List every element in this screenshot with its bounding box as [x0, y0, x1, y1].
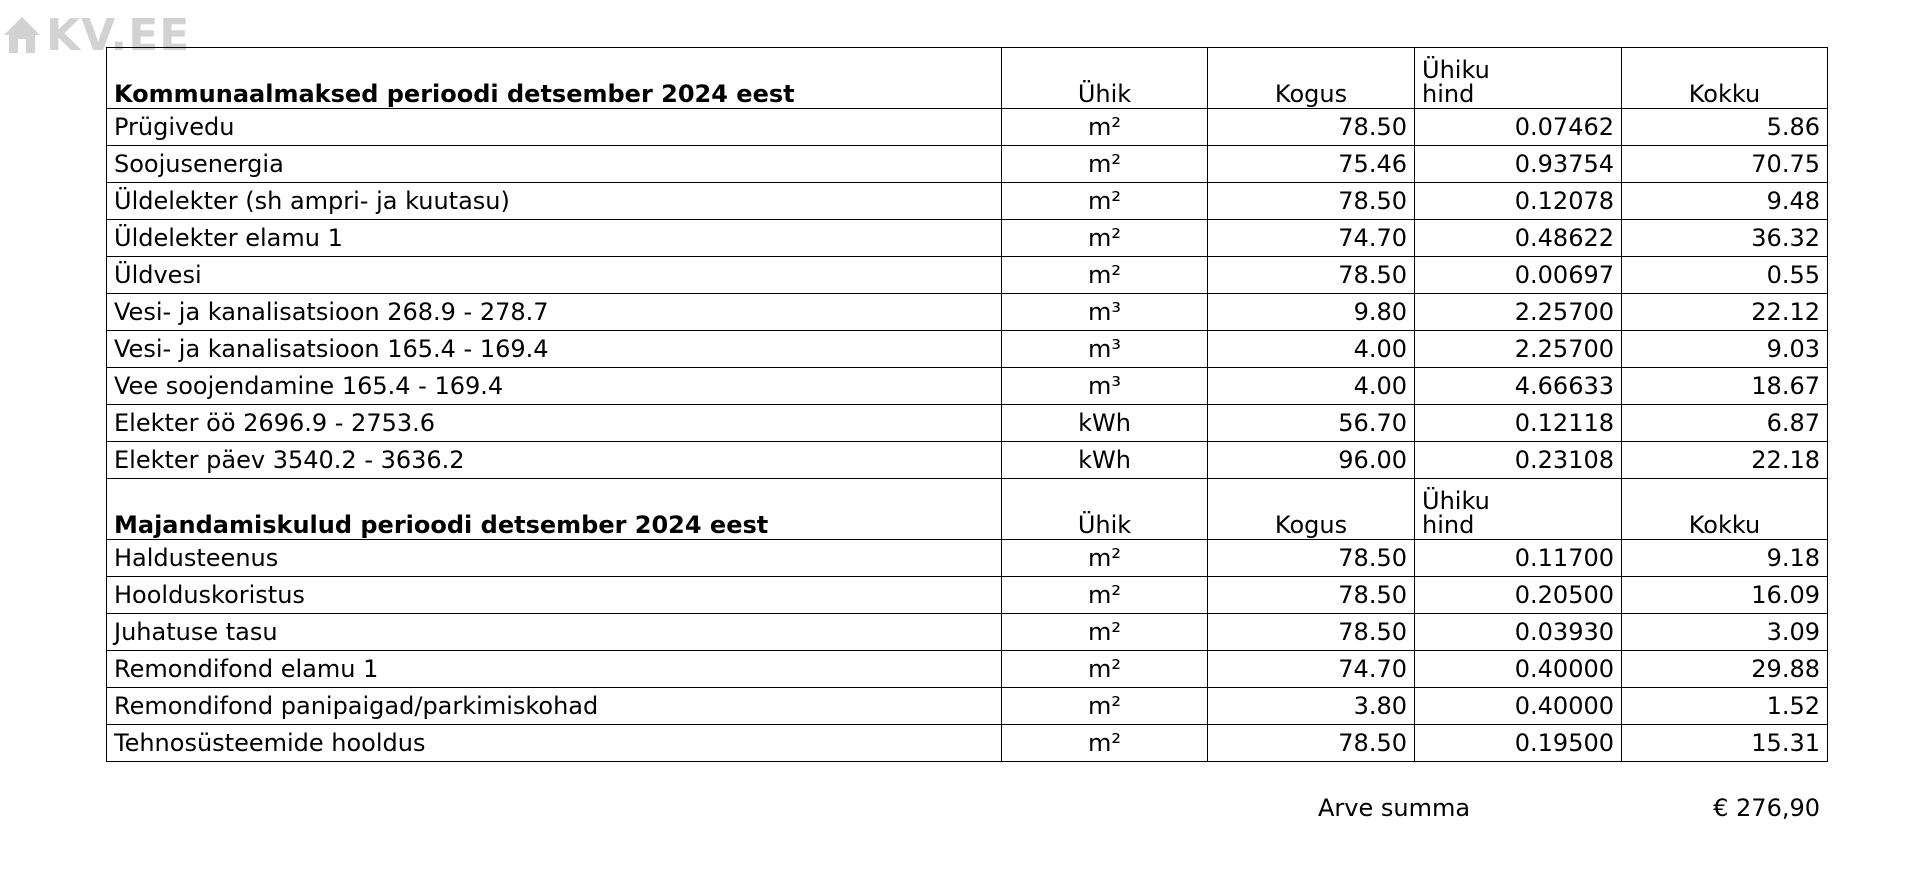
- item-total: 9.03: [1622, 331, 1828, 368]
- item-name: Haldusteenus: [107, 540, 1002, 577]
- item-quantity: 4.00: [1208, 331, 1415, 368]
- item-quantity: 78.50: [1208, 540, 1415, 577]
- item-quantity: 3.80: [1208, 688, 1415, 725]
- invoice-sum-value: € 276,90: [1713, 794, 1820, 822]
- item-unit: m²: [1002, 688, 1208, 725]
- item-total: 29.88: [1622, 651, 1828, 688]
- item-total: 18.67: [1622, 368, 1828, 405]
- item-quantity: 56.70: [1208, 405, 1415, 442]
- table-row: [107, 146, 1828, 183]
- item-quantity: 9.80: [1208, 294, 1415, 331]
- table-row: [107, 614, 1828, 651]
- item-total: 15.31: [1622, 725, 1828, 762]
- item-unit: m³: [1002, 294, 1208, 331]
- item-unit: kWh: [1002, 405, 1208, 442]
- table-row: [107, 442, 1828, 479]
- column-header-unit-price: [1415, 479, 1622, 540]
- section-header-row: [107, 479, 1828, 540]
- item-total: 36.32: [1622, 220, 1828, 257]
- item-unit: kWh: [1002, 442, 1208, 479]
- table-row: [107, 405, 1828, 442]
- item-unit-price: 0.03930: [1415, 614, 1622, 651]
- item-quantity: 78.50: [1208, 725, 1415, 762]
- item-quantity: 75.46: [1208, 146, 1415, 183]
- item-total: 1.52: [1622, 688, 1828, 725]
- item-unit: m²: [1002, 220, 1208, 257]
- item-name: Hoolduskoristus: [107, 577, 1002, 614]
- section-title: Kommunaalmaksed perioodi detsember 2024 eest: [107, 48, 1002, 109]
- item-name: Üldvesi: [107, 257, 1002, 294]
- table-row: [107, 183, 1828, 220]
- item-unit-price: 0.40000: [1415, 688, 1622, 725]
- column-header-total: Kokku: [1622, 48, 1828, 109]
- table-row: [107, 577, 1828, 614]
- item-unit-price: 0.19500: [1415, 725, 1622, 762]
- item-unit-price: 0.48622: [1415, 220, 1622, 257]
- unit-price-header-line2: hind: [1422, 80, 1475, 108]
- item-quantity: 78.50: [1208, 183, 1415, 220]
- item-name: Soojusenergia: [107, 146, 1002, 183]
- item-quantity: 78.50: [1208, 577, 1415, 614]
- item-unit-price: 0.20500: [1415, 577, 1622, 614]
- house-icon: [2, 15, 42, 55]
- item-total: 22.18: [1622, 442, 1828, 479]
- item-total: 70.75: [1622, 146, 1828, 183]
- unit-price-header-line1: Ühiku: [1422, 487, 1490, 515]
- item-quantity: 74.70: [1208, 220, 1415, 257]
- item-unit: m²: [1002, 540, 1208, 577]
- item-name: Elekter päev 3540.2 - 3636.2: [107, 442, 1002, 479]
- item-name: Üldelekter (sh ampri- ja kuutasu): [107, 183, 1002, 220]
- item-name: Remondifond panipaigad/parkimiskohad: [107, 688, 1002, 725]
- column-header-quantity: Kogus: [1208, 479, 1415, 540]
- item-name: Üldelekter elamu 1: [107, 220, 1002, 257]
- column-header-total: Kokku: [1622, 479, 1828, 540]
- item-unit-price: 2.25700: [1415, 331, 1622, 368]
- item-quantity: 4.00: [1208, 368, 1415, 405]
- unit-price-header-line2: hind: [1422, 511, 1475, 539]
- column-header-unit: Ühik: [1002, 479, 1208, 540]
- watermark-text: KV.EE: [46, 9, 191, 61]
- invoice-table: [106, 47, 1828, 762]
- invoice-table-body: [107, 48, 1828, 762]
- table-row: [107, 109, 1828, 146]
- table-row: [107, 725, 1828, 762]
- section-header-row: [107, 48, 1828, 109]
- table-row: [107, 368, 1828, 405]
- item-unit: m²: [1002, 725, 1208, 762]
- item-name: Vesi- ja kanalisatsioon 165.4 - 169.4: [107, 331, 1002, 368]
- table-row: [107, 257, 1828, 294]
- item-name: Remondifond elamu 1: [107, 651, 1002, 688]
- table-row: [107, 294, 1828, 331]
- item-total: 5.86: [1622, 109, 1828, 146]
- item-unit-price: 0.23108: [1415, 442, 1622, 479]
- table-row: [107, 688, 1828, 725]
- item-quantity: 74.70: [1208, 651, 1415, 688]
- item-total: 22.12: [1622, 294, 1828, 331]
- item-unit-price: 0.07462: [1415, 109, 1622, 146]
- item-quantity: 96.00: [1208, 442, 1415, 479]
- item-unit-price: 0.11700: [1415, 540, 1622, 577]
- invoice-sum-label: Arve summa: [1318, 794, 1471, 822]
- item-unit-price: 0.00697: [1415, 257, 1622, 294]
- item-unit-price: 0.12078: [1415, 183, 1622, 220]
- item-quantity: 78.50: [1208, 109, 1415, 146]
- item-unit: m³: [1002, 368, 1208, 405]
- item-unit-price: 0.12118: [1415, 405, 1622, 442]
- item-unit: m²: [1002, 183, 1208, 220]
- scan-artifact: [826, 768, 1106, 776]
- item-total: 9.18: [1622, 540, 1828, 577]
- item-unit-price: 0.40000: [1415, 651, 1622, 688]
- section-title: Majandamiskulud perioodi detsember 2024 eest: [107, 479, 1002, 540]
- column-header-unit-price: [1415, 48, 1622, 109]
- column-header-quantity: Kogus: [1208, 48, 1415, 109]
- item-unit: m²: [1002, 109, 1208, 146]
- item-quantity: 78.50: [1208, 257, 1415, 294]
- item-unit: m²: [1002, 614, 1208, 651]
- item-name: Juhatuse tasu: [107, 614, 1002, 651]
- item-name: Vee soojendamine 165.4 - 169.4: [107, 368, 1002, 405]
- item-name: Tehnosüsteemide hooldus: [107, 725, 1002, 762]
- item-name: Elekter öö 2696.9 - 2753.6: [107, 405, 1002, 442]
- item-total: 3.09: [1622, 614, 1828, 651]
- item-unit-price: 4.66633: [1415, 368, 1622, 405]
- table-row: [107, 331, 1828, 368]
- item-unit-price: 0.93754: [1415, 146, 1622, 183]
- item-unit: m²: [1002, 577, 1208, 614]
- item-quantity: 78.50: [1208, 614, 1415, 651]
- item-total: 16.09: [1622, 577, 1828, 614]
- item-unit: m²: [1002, 146, 1208, 183]
- unit-price-header-line1: Ühiku: [1422, 56, 1490, 84]
- item-name: Vesi- ja kanalisatsioon 268.9 - 278.7: [107, 294, 1002, 331]
- table-row: [107, 540, 1828, 577]
- item-unit-price: 2.25700: [1415, 294, 1622, 331]
- item-unit: m²: [1002, 651, 1208, 688]
- item-total: 6.87: [1622, 405, 1828, 442]
- column-header-unit: Ühik: [1002, 48, 1208, 109]
- item-name: Prügivedu: [107, 109, 1002, 146]
- item-total: 0.55: [1622, 257, 1828, 294]
- table-row: [107, 651, 1828, 688]
- item-unit: m³: [1002, 331, 1208, 368]
- table-row: [107, 220, 1828, 257]
- item-unit: m²: [1002, 257, 1208, 294]
- item-total: 9.48: [1622, 183, 1828, 220]
